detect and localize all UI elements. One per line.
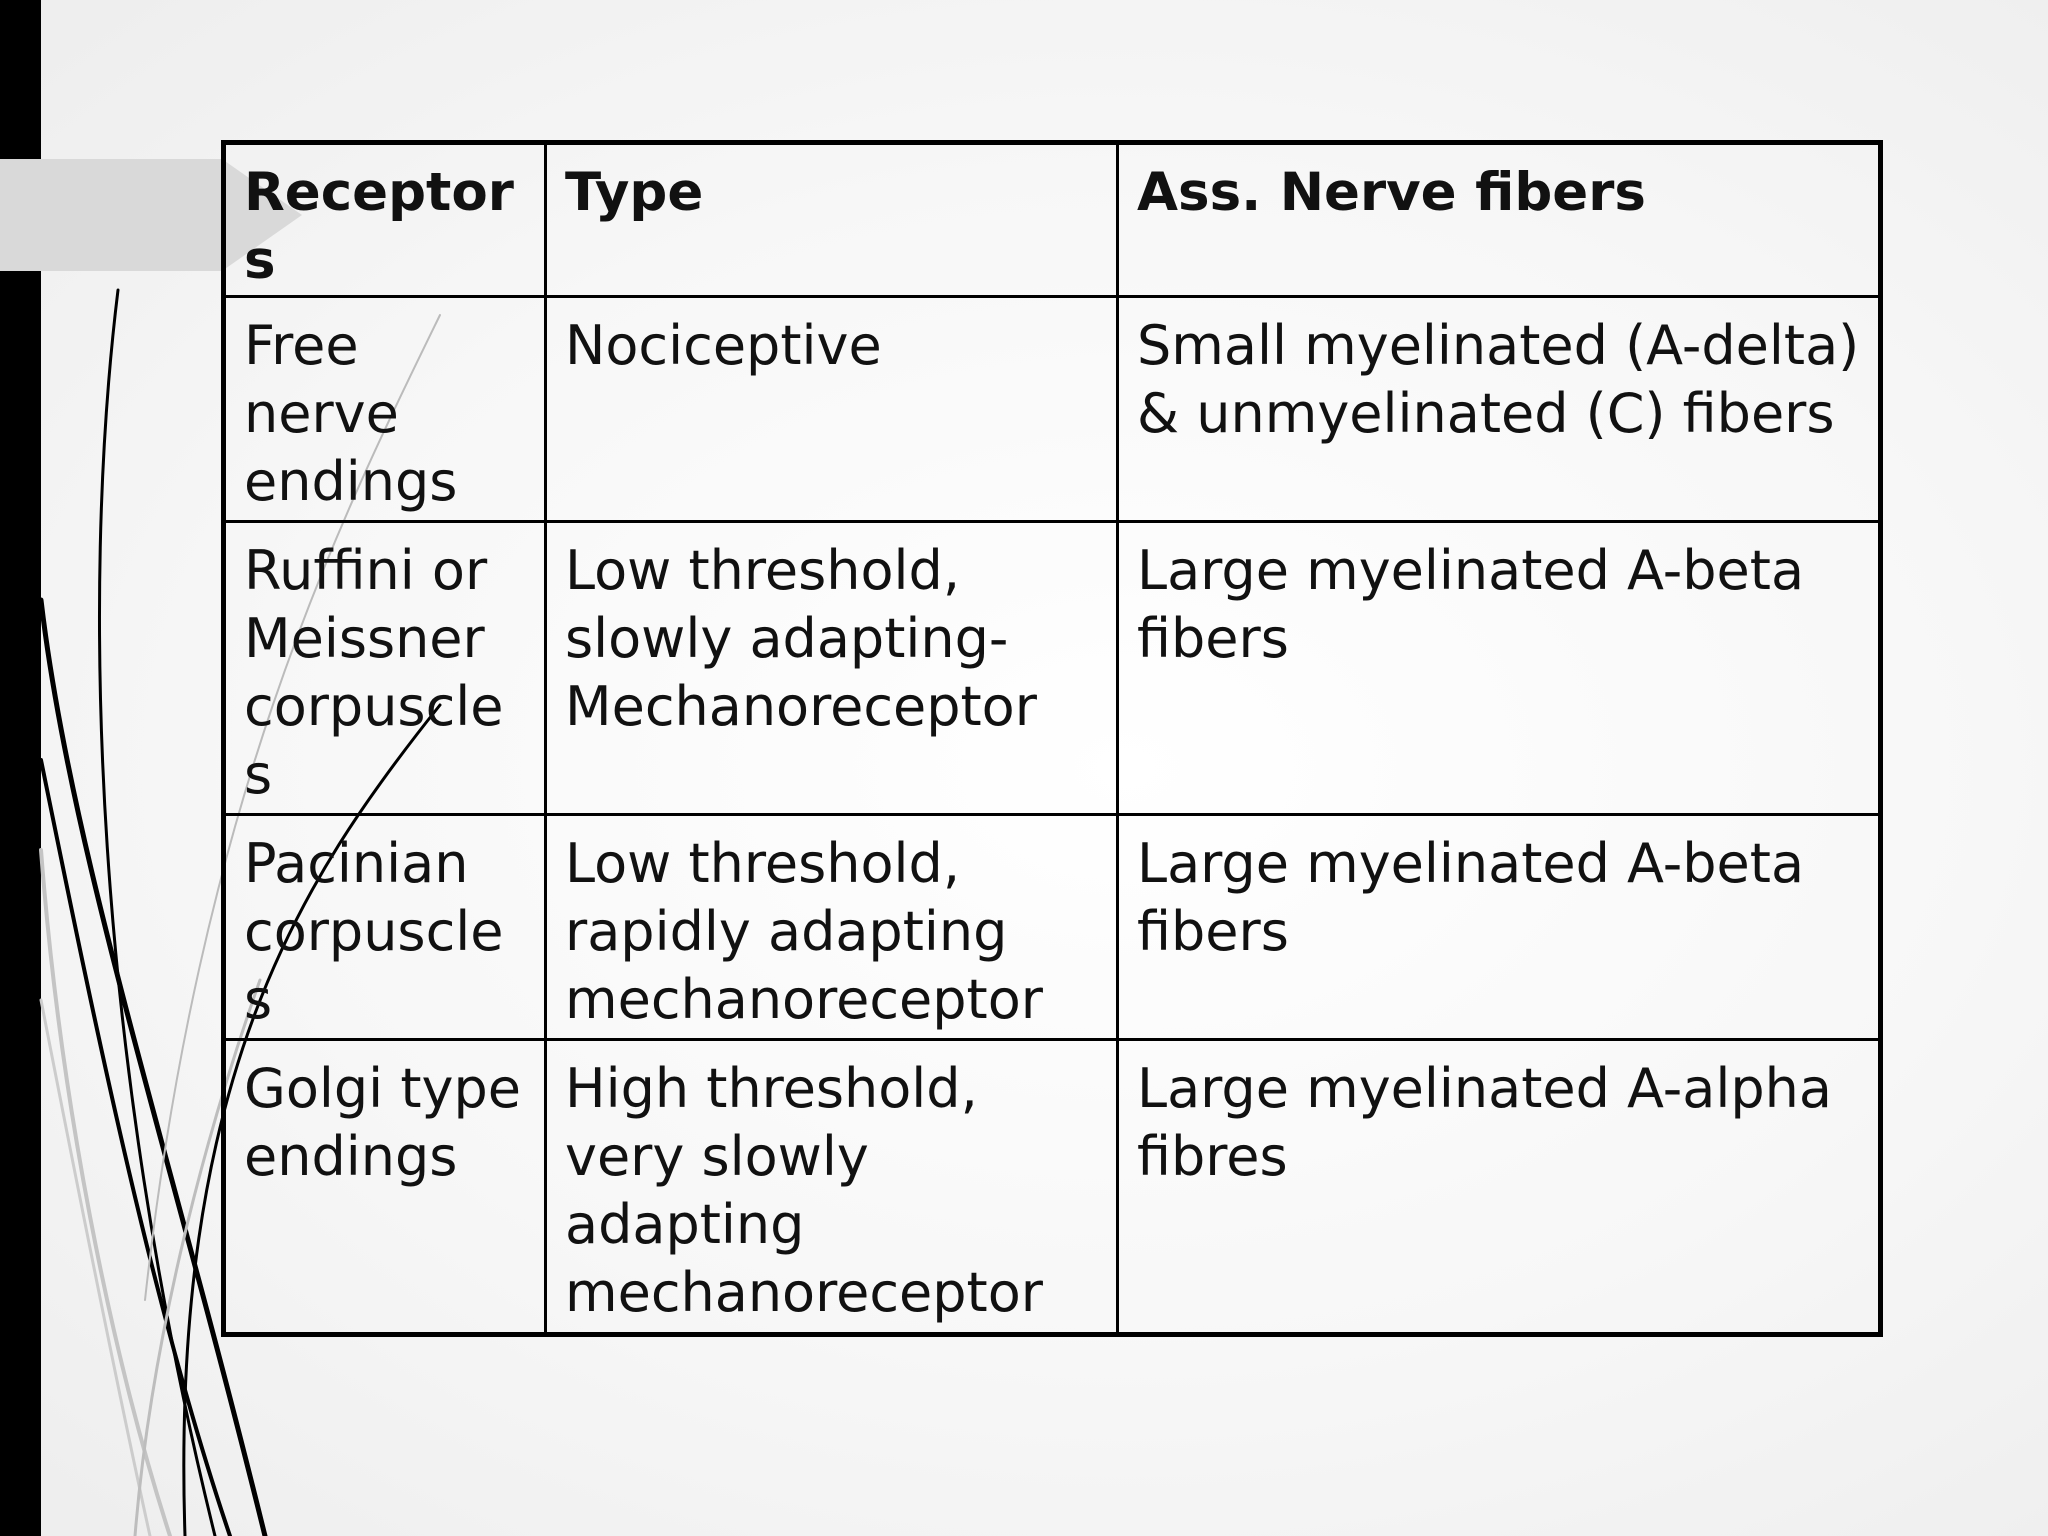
- cell-receptor: Pacinian corpuscles: [224, 815, 546, 1040]
- table-row: [224, 522, 1881, 815]
- cell-type: Low threshold, rapidly adapting mechanoreceptor: [546, 815, 1118, 1040]
- table-row: [224, 815, 1881, 1040]
- cell-nerve-fibers: Large myelinated A-beta fibers: [1118, 522, 1881, 815]
- table-row: [224, 297, 1881, 522]
- accent-band: [0, 159, 222, 271]
- cell-receptor: Free nerve endings: [224, 297, 546, 522]
- cell-receptor: Golgi type endings: [224, 1040, 546, 1335]
- cell-nerve-fibers: Large myelinated A-beta fibers: [1118, 815, 1881, 1040]
- cell-nerve-fibers: Small myelinated (A-delta) & unmyelinated (C) fibers: [1118, 297, 1881, 522]
- header-receptors: Receptors: [224, 143, 546, 297]
- table-row: [224, 1040, 1881, 1335]
- cell-type: High threshold, very slowly adapting mechanoreceptor: [546, 1040, 1118, 1335]
- table-header-row: [224, 143, 1881, 297]
- cell-receptor: Ruffini or Meissner corpuscles: [224, 522, 546, 815]
- cell-type: Low threshold, slowly adapting-Mechanoreceptor: [546, 522, 1118, 815]
- receptor-table: [221, 140, 1883, 1337]
- header-nerve-fibers: Ass. Nerve fibers: [1118, 143, 1881, 297]
- header-type: Type: [546, 143, 1118, 297]
- cell-type: Nociceptive: [546, 297, 1118, 522]
- cell-nerve-fibers: Large myelinated A-alpha fibres: [1118, 1040, 1881, 1335]
